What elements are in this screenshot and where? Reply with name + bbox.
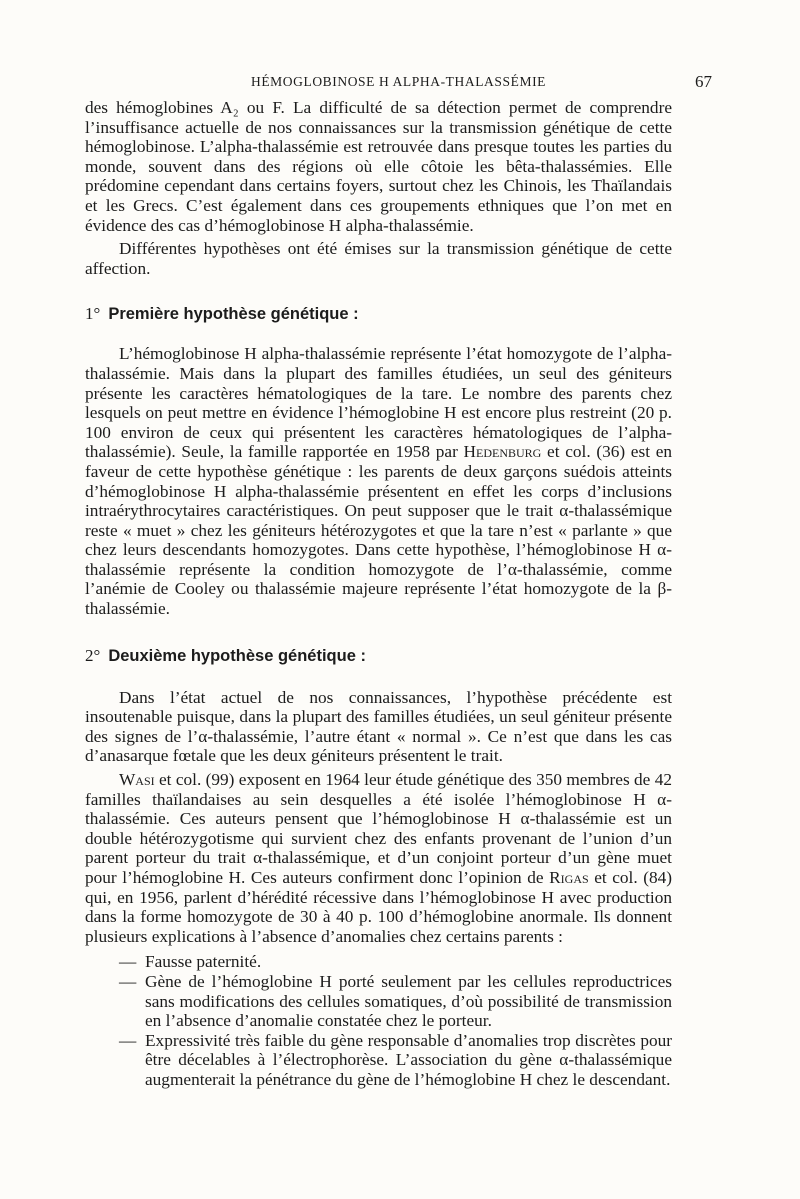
intro-paragraph-1: des hémoglobines A₂ ou F. La difficulté de sa détection permet de comprendre l’insuffisance actuelle de nos connaissances sur la transmission génétique de cette hémoglobinose. L’alpha-thalassémie est retrouvée dans presque toutes les parties du monde, souvent dans des régions où elle côtoie les bêta-thalassémies. Elle prédomine cependant dans certains foyers, surtout chez les Chinois, les Thaïlandais et les Grecs. C’est également dans ces groupements ethniques que l’on met en évidence des cas d’hémoglobinose H alpha-thalassémie.	[85, 98, 672, 235]
section-1-number: 1°	[85, 304, 101, 324]
explanations-list	[85, 952, 672, 1089]
list-dash: —	[119, 952, 137, 972]
author-hedenburg: Hedenburg	[463, 442, 542, 462]
section-2-heading	[85, 646, 672, 666]
section-1-heading	[85, 304, 672, 324]
author-wasi: Wasi	[119, 770, 155, 790]
section-1-title: Première hypothèse génétique :	[108, 305, 359, 324]
intro-paragraph-2: Différentes hypothèses ont été émises sur la transmission génétique de cette affection.	[85, 239, 672, 278]
section-1-paragraph	[85, 344, 672, 618]
author-rigas: Rigas	[549, 868, 589, 887]
section-1-text-a: L’hémoglobinose H alpha-thalassémie représente l’état homozygote de l’alpha-thalassémie. Mais dans la plupart des familles étudiées, un seul des géniteurs présente les caractères hématologiques de la tare. Le nombre des parents chez lesquels on peut mettre en évidence l’hémoglobine H est encore plus restreint (20 p. 100 environ de ceux qui présentent les caractères hématologiques de l’alpha-thalassémie). Seule, la famille rapportée en 1958 par	[85, 344, 672, 462]
section-2-number: 2°	[85, 645, 101, 665]
list-dash: —	[119, 971, 137, 991]
section-2-text-b: et col. (84) qui, en 1956, parlent d’hérédité récessive dans l’hémoglobinose H avec production dans la forme homozygote de 30 à 40 p. 100 d’hémoglobine anormale. Ils donnent plusieurs explications à l’absence d’anomalies chez certains parents :	[85, 868, 673, 946]
section-2-paragraph-1: Dans l’état actuel de nos connaissances, l’hypothèse précédente est insoutenable puisque, dans la plupart des familles étudiées, un seul géniteur présente des signes de l’α-thalassémie, l’autre étant « normal ». Ce n’est que dans les cas d’anasarque fœtale que les deux géniteurs présentent le trait.	[85, 687, 672, 766]
section-1-text-b: et col. (36) est en faveur de cette hypothèse génétique : les parents de deux garçons suédois atteints d’hémoglobinose H alpha-thalassémie présentent en effet les corps d’inclusions intraérythrocytaires caractéristiques. On peut supposer que le trait α-thalassémique reste « muet » chez les géniteurs hétérozygotes et que la tare n’est « parlante » que chez leurs descendants homozygotes. Dans cette hypothèse, l’hémoglobinose H α-thalassémie représente la condition homozygote de l’α-thalassémie, comme l’anémie de Cooley ou thalassémie majeure représente l’état homozygote de la β-thalassémie.	[85, 442, 673, 619]
list-dash: —	[119, 1030, 137, 1050]
page-number: 67	[695, 72, 712, 91]
section-2-paragraph-2	[85, 770, 672, 946]
list-item: — Gène de l’hémoglobine H porté seulement par les cellules reproductrices sans modifications des cellules somatiques, d’où possibilité de transmission en l’absence d’anomalie constatée chez le porteur.	[119, 971, 672, 1031]
section-2-text-a: et col. (99) exposent en 1964 leur étude génétique des 350 membres de 42 familles thaïlandaises au sein desquelles a été isolée l’hémoglobinose H α-thalassémie. Ces auteurs pensent que l’hémoglobinose H α-thalassémie est un double hétérozygotisme qui survient chez des enfants provenant de l’union d’un parent porteur du trait α-thalassémique, et d’un conjoint porteur d’un gène muet pour l’hémoglobine H. Ces auteurs confirment donc l’opinion de	[85, 770, 672, 887]
running-title: HÉMOGLOBINOSE H ALPHA-THALASSÉMIE	[250, 74, 547, 89]
list-item: — Fausse paternité.	[119, 952, 262, 972]
list-item: — Expressivité très faible du gène responsable d’anomalies trop discrètes pour être décelables à l’électrophorèse. L’association du gène α-thalassémique augmenterait la pénétrance du gène de l’hémoglobine H chez le descendant.	[119, 1030, 672, 1089]
running-head	[85, 72, 712, 98]
section-2-title: Deuxième hypothèse génétique :	[108, 646, 366, 665]
